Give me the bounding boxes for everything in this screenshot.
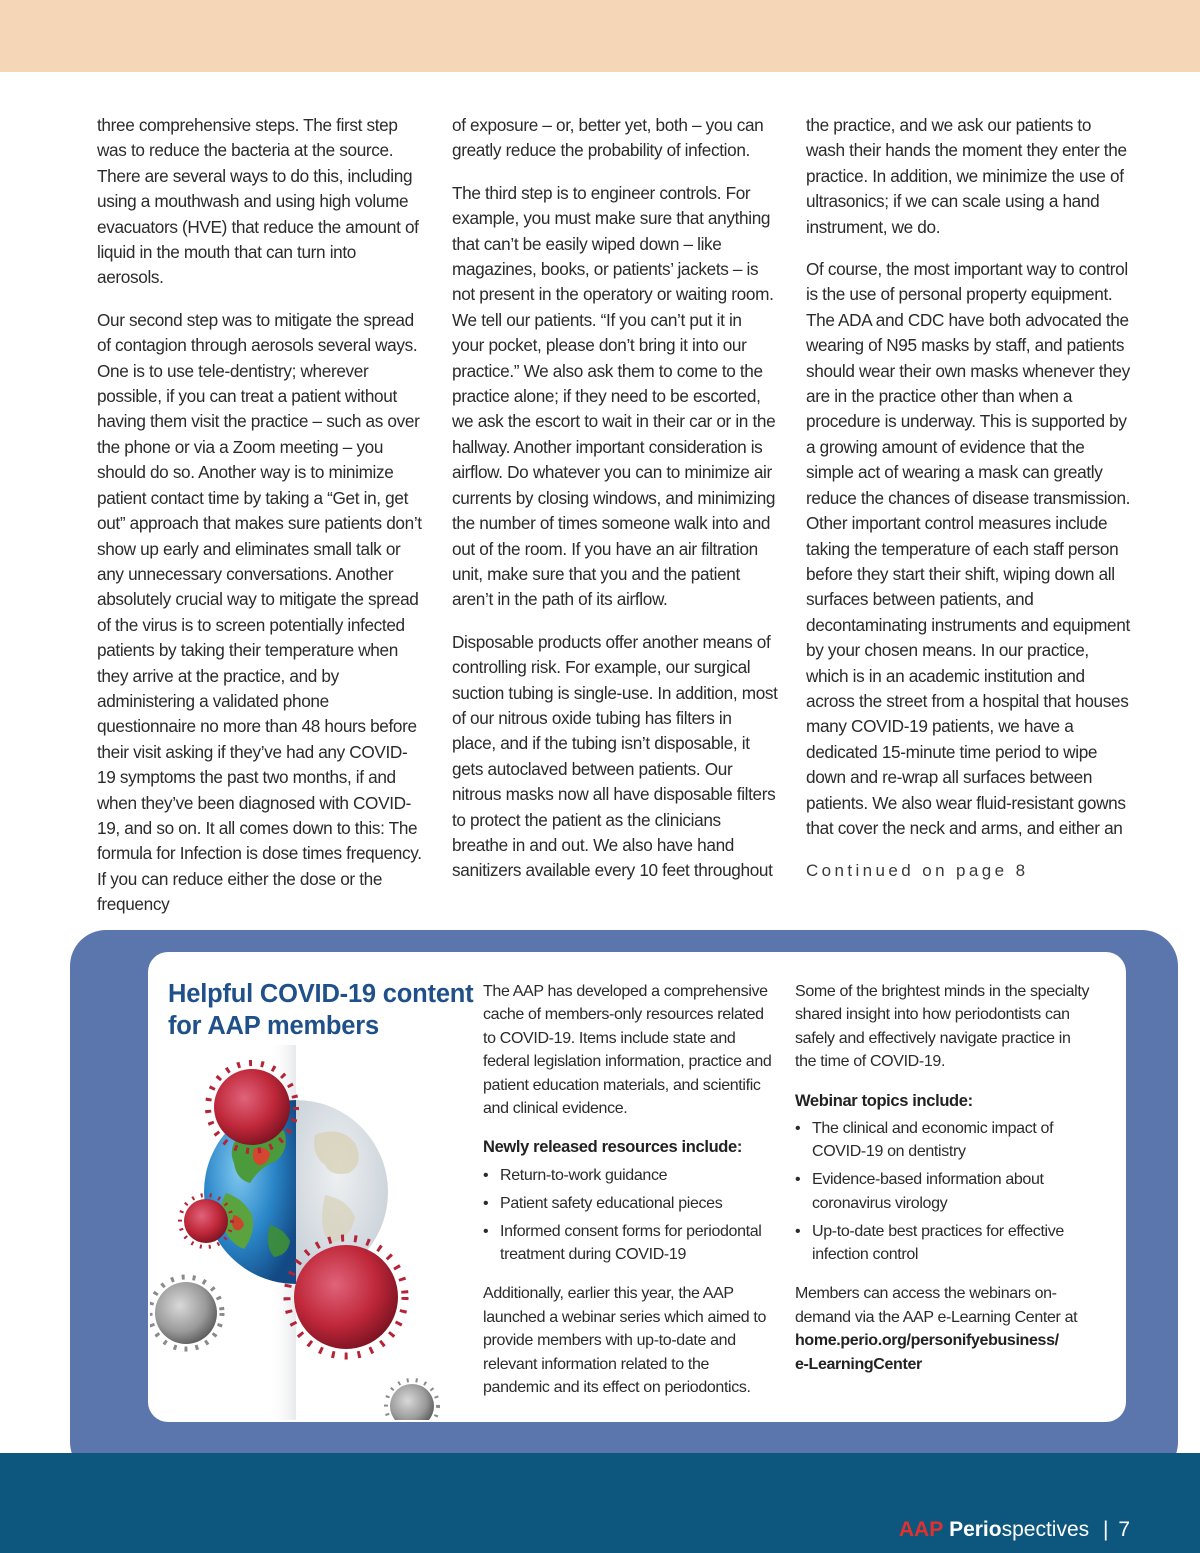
footer: [899, 1518, 1130, 1542]
paragraph: three comprehensive steps. The first step was to reduce the bacteria at the source. There are several ways to do this, including using a mouthwash and using high volume evacuators (HVE) that reduce the amount of liquid in the mouth that can turn into aerosols.: [97, 115, 419, 288]
topics-list: [795, 1117, 1091, 1266]
topics-heading: Webinar topics include:: [795, 1091, 973, 1110]
sidebar-title: [168, 978, 478, 1042]
sidebar-intro: The AAP has developed a comprehensive cache of members-only resources related to COVID-19. Items include state and federal legislation information, practice and patient education materials, and scientific and clinical evidence.: [483, 983, 772, 1118]
article-column-1: [97, 113, 423, 935]
article-column-3: [806, 113, 1132, 884]
url-line-1: home.perio.org/personifyebusiness/: [795, 1332, 1059, 1350]
virus-particle-gray: [150, 1277, 222, 1349]
elearning-link[interactable]: [795, 1329, 1091, 1376]
list-item: • Up-to-date best practices for effective infection control: [795, 1220, 1091, 1267]
resources-list: [483, 1164, 779, 1267]
sidebar-column-1: [483, 980, 779, 1416]
sidebar-title-line-1: Helpful COVID-19 content: [168, 980, 474, 1008]
paragraph: the practice, and we ask our patients to wash their hands the moment they enter the practice. In addition, we minimize the use of ultrasonics; if we can scale using a hand instrument, we do.: [806, 115, 1127, 237]
url-line-2: e-LearningCenter: [795, 1355, 922, 1373]
sidebar-title-line-2: for AAP members: [168, 1012, 379, 1040]
list-item: • Patient safety educational pieces: [483, 1192, 779, 1215]
continued-link[interactable]: Continued on page 8: [806, 861, 1029, 881]
article-column-2: [452, 113, 778, 901]
page-number: 7: [1118, 1518, 1130, 1541]
sidebar-intro-2: Some of the brightest minds in the specialty shared insight into how periodontists can safely and effectively navigate practice in the time of COVID-19.: [795, 983, 1090, 1071]
footer-brand-spectives: spectives: [1001, 1518, 1090, 1541]
webinar-intro: Additionally, earlier this year, the AAP launched a webinar series which aimed to provide members with up-to-date and relevant information related to the pandemic and its effect on periodontics.: [483, 1285, 767, 1397]
paragraph: The third step is to engineer controls. For example, you must make sure that anything that can’t be easily wiped down – like magazines, books, or patients’ jackets – is not present in the operatory or waiting room. We tell our patients. “If you can’t put it in your pocket, please don’t bring it into our practice.” We also ask them to come to the practice alone; if they need to be escorted, we ask the escort to wait in their car or in the hallway. Another important consideration is airflow. Do whatever you can to minimize air currents by closing windows, and minimizing the number of times someone walk into and out of the room. If you have an air filtration unit, make sure that you and the patient aren’t in the path of its airflow.: [452, 182, 776, 610]
footer-brand-perio: Perio: [949, 1518, 1002, 1541]
paragraph: Our second step was to mitigate the spread of contagion through aerosols several ways. One is to use tele-dentistry; wherever possible, if you can treat a patient without having them visit the practice – such as over the phone or via a Zoom meeting – you should do so. Another way is to minimize patient contact time by taking a “Get in, get out” approach that makes sure patients don’t show up early and eliminates small talk or any unnecessary conversations. Another absolutely crucial way to mitigate the spread of the virus is to screen potentially infected patients by taking their temperature when they arrive at the practice, and by administering a validated phone questionnaire no more than 48 hours before their visit asking if they’ve had any COVID-19 symptoms the past two months, if and when they’ve been diagnosed with COVID-19, and so on. It all comes down to this: The formula for Infection is dose times frequency. If you can reduce either the dose or the frequency: [97, 309, 422, 915]
list-item: • Informed consent forms for periodontal treatment during COVID-19: [483, 1220, 779, 1267]
paragraph: of exposure – or, better yet, both – you can greatly reduce the probability of infection.: [452, 115, 764, 161]
globe-virus-illustration: [150, 1045, 480, 1420]
sidebar-column-2: [795, 980, 1091, 1392]
resources-heading: Newly released resources include:: [483, 1138, 742, 1157]
footer-brand-aap: AAP: [898, 1518, 944, 1541]
footer-separator: |: [1103, 1518, 1109, 1541]
paragraph: Disposable products offer another means of controlling risk. For example, our surgical suction tubing is single-use. In addition, most of our nitrous oxide tubing has filters in place, and if the tubing isn’t disposable, it gets autoclaved between patients. Our nitrous masks now all have disposable filters to protect the patient as the clinicians breathe in and out. We also have hand sanitizers available every 10 feet throughout: [452, 631, 778, 881]
access-paragraph: [795, 1282, 1091, 1376]
list-item: • Return-to-work guidance: [483, 1164, 779, 1187]
virus-particle-gray: [386, 1380, 438, 1420]
list-item: • The clinical and economic impact of COVID-19 on dentistry: [795, 1117, 1091, 1164]
top-color-band: [0, 0, 1200, 72]
list-item: • Evidence-based information about coronavirus virology: [795, 1168, 1091, 1215]
access-text: Members can access the webinars on-demand via the AAP e-Learning Center at: [795, 1285, 1078, 1326]
paragraph: Of course, the most important way to control is the use of personal property equipment. The ADA and CDC have both advocated the wearing of N95 masks by staff, and patients should wear their own masks whenever they are in the practice other than when a procedure is underway. This is supported by a growing amount of evidence that the simple act of wearing a mask can greatly reduce the chances of disease transmission. Other important control measures include taking the temperature of each staff person before they start their shift, wiping down all surfaces between patients, and decontaminating instruments and equipment by your chosen means. In our practice, which is in an academic institution and across the street from a hospital that houses many COVID-19 patients, we have a dedicated 15-minute time period to wipe down and re-wrap all surfaces between patients. We also wear fluid-resistant gowns that cover the neck and arms, and either an: [806, 259, 1131, 838]
